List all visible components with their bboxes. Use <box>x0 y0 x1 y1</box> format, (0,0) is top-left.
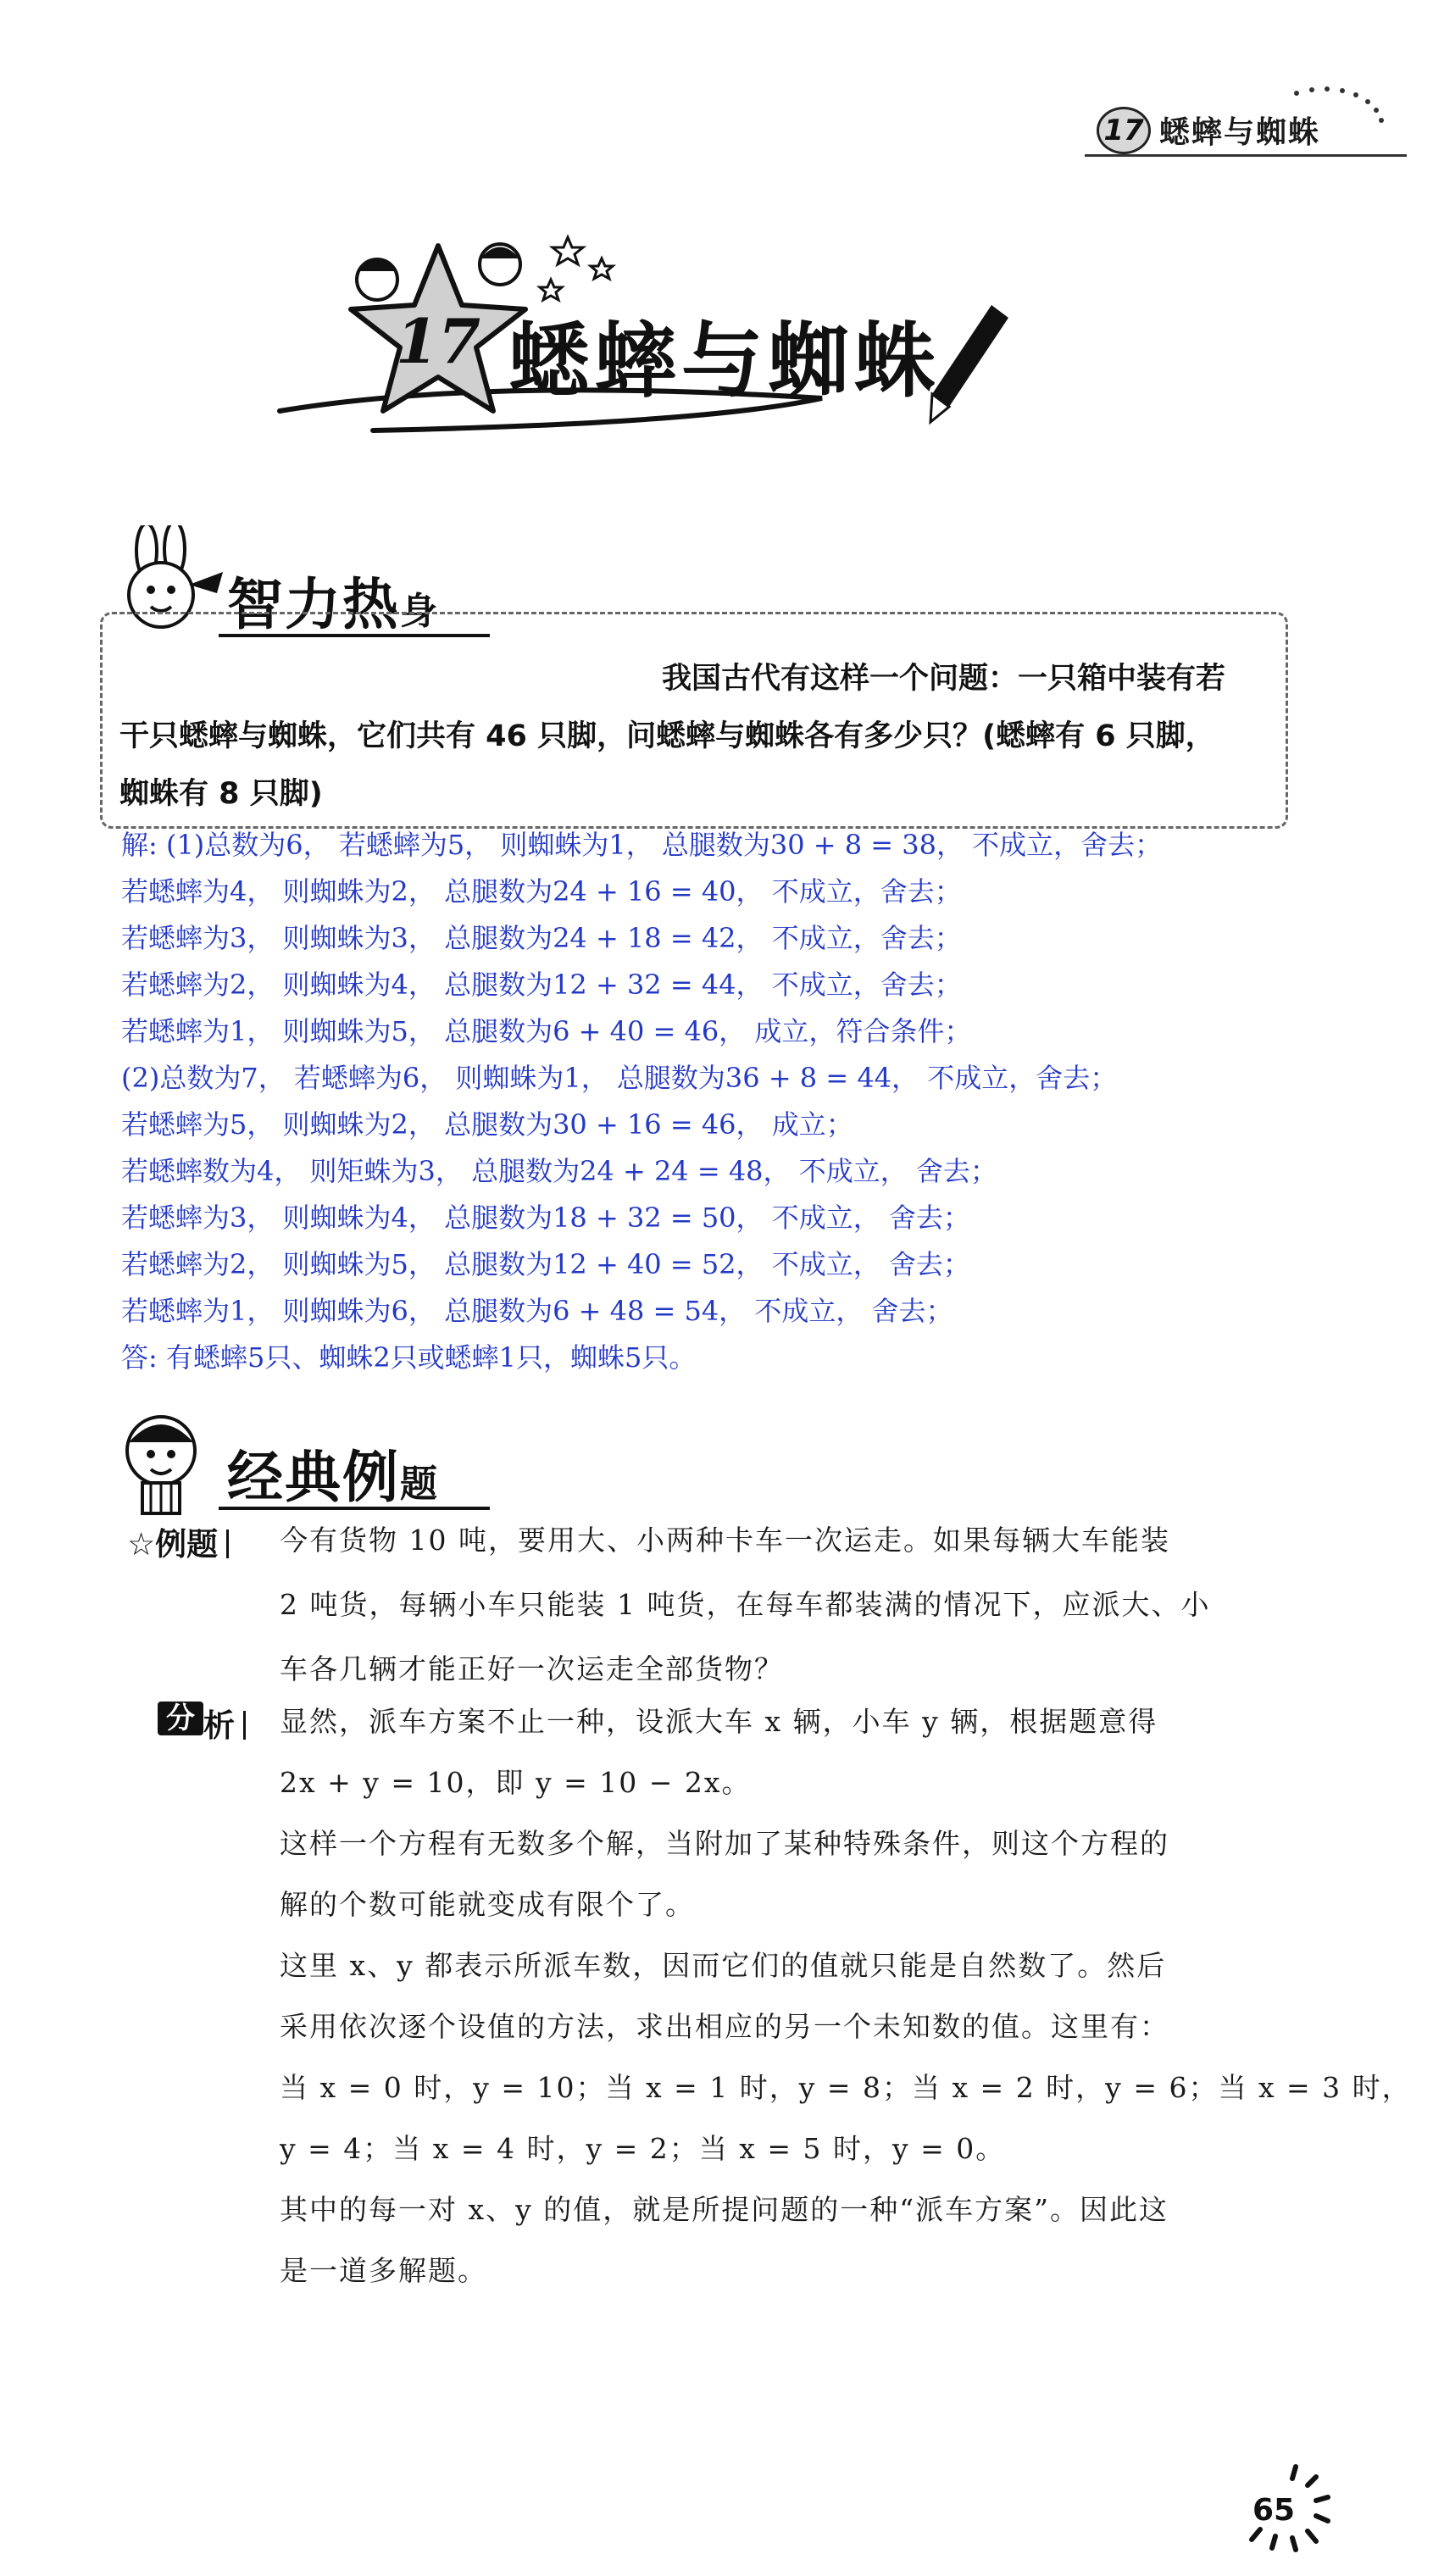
solution-line: 若蟋蟀为3， 则蜘蛛为3， 总腿数为24 + 18 = 42， 不成立，舍去； <box>121 922 962 954</box>
example-label-small: 题 <box>400 1463 439 1506</box>
analysis-tag <box>203 1700 246 1746</box>
running-header <box>1076 95 1407 159</box>
solution-line: 解: (1)总数为6， 若蟋蟀为5， 则蜘蛛为1， 总腿数为30 + 8 = 38， 不成立，舍去； <box>121 829 1163 861</box>
example-section-label <box>227 1432 439 1513</box>
header-rule <box>1085 154 1407 157</box>
chapter-number-badge: 17 <box>1097 107 1151 154</box>
analysis-line: 显然，派车方案不止一种，设派大车 x 辆，小车 y 辆，根据题意得 <box>280 1705 1158 1738</box>
example-label-main: 经典例 <box>227 1445 400 1510</box>
solution-line: 若蟋蟀为1， 则蜘蛛为5， 总腿数为6 + 40 = 46， 成立，符合条件； <box>121 1015 972 1047</box>
analysis-line: 其中的每一对 x、y 的值，就是所提问题的一种“派车方案”。因此这 <box>280 2193 1169 2226</box>
analysis-line: 这样一个方程有无数多个解，当附加了某种特殊条件，则这个方程的 <box>280 1827 1169 1860</box>
analysis-line: 采用依次逐个设值的方法，求出相应的另一个未知数的值。这里有： <box>280 2010 1169 2043</box>
solution-line: (2)总数为7， 若蟋蟀为6， 则蜘蛛为1， 总腿数为36 + 8 = 44， 不成立，舍去； <box>121 1062 1118 1094</box>
tag-divider <box>226 1530 229 1558</box>
kid-mascot-icon <box>108 1398 236 1525</box>
analysis-line: 2x + y = 10，即 y = 10 − 2x。 <box>280 1766 752 1799</box>
analysis-tag-highlight: 分 <box>158 1702 203 1735</box>
chapter-number: 17 <box>395 305 481 377</box>
chapter-title: 蟋蟀与蜘蛛 <box>508 314 941 408</box>
solution-line: 若蟋蟀为1， 则蜘蛛为6， 总腿数为6 + 48 = 54， 不成立， 舍去； <box>121 1295 953 1327</box>
problem-line: 蜘蛛有 8 只脚) <box>119 777 323 811</box>
warmup-label-main: 智力热 <box>227 572 400 637</box>
analysis-line: 是一道多解题。 <box>280 2254 487 2287</box>
pencil-icon <box>930 305 1008 422</box>
example-tag <box>127 1518 229 1564</box>
page-number: 65 <box>1252 2493 1296 2528</box>
problem-line: 我国古代有这样一个问题：一只箱中装有若 <box>662 662 1226 696</box>
analysis-line: 解的个数可能就变成有限个了。 <box>280 1888 695 1921</box>
warmup-problem-box <box>100 612 1288 829</box>
solution-line: 答: 有蟋蟀5只、蜘蛛2只或蟋蟀1只，蜘蛛5只。 <box>121 1341 697 1374</box>
warmup-label-small: 身 <box>400 590 439 633</box>
analysis-line: y = 4；当 x = 4 时，y = 2；当 x = 5 时，y = 0。 <box>280 2132 1006 2165</box>
dotted-arc-decoration <box>1288 78 1407 129</box>
analysis-line: 当 x = 0 时，y = 10；当 x = 1 时，y = 8；当 x = 2 时，y = 6；当 x = 3 时， <box>280 2071 1412 2104</box>
example-tag-label: 例题 <box>155 1526 219 1563</box>
solution-line: 若蟋蟀为2， 则蜘蛛为4， 总腿数为12 + 32 = 44， 不成立，舍去； <box>121 969 962 1001</box>
solution-line: 若蟋蟀为2， 则蜘蛛为5， 总腿数为12 + 40 = 52， 不成立， 舍去； <box>121 1248 970 1280</box>
example-section-header <box>108 1398 549 1525</box>
chapter-banner <box>229 212 1042 441</box>
problem-line: 干只蟋蟀与蜘蛛，它们共有 46 只脚，问蟋蟀与蜘蛛各有多少只？(蟋蟀有 6 只脚， <box>119 719 1215 753</box>
example-line: 车各几辆才能正好一次运走全部货物？ <box>280 1652 784 1685</box>
section-underline <box>219 1507 490 1510</box>
solution-line: 若蟋蟀为5， 则蜘蛛为2， 总腿数为30 + 16 = 46， 成立； <box>121 1108 853 1141</box>
solution-line: 若蟋蟀为3， 则蜘蛛为4， 总腿数为18 + 32 = 50， 不成立， 舍去； <box>121 1202 970 1234</box>
star-bullet-icon: ☆ <box>127 1526 156 1563</box>
solution-line: 若蟋蟀为4， 则蜘蛛为2， 总腿数为24 + 16 = 40， 不成立，舍去； <box>121 875 962 908</box>
example-line: 2 吨货，每辆小车只能装 1 吨货，在每车都装满的情况下，应派大、小 <box>280 1588 1211 1621</box>
example-line: 今有货物 10 吨，要用大、小两种卡车一次运走。如果每辆大车能装 <box>280 1524 1170 1557</box>
tag-divider <box>243 1711 246 1740</box>
running-title: 蟋蟀与蜘蛛 <box>1159 115 1321 150</box>
analysis-tag-label: 析 <box>203 1707 235 1744</box>
analysis-line: 这里 x、y 都表示所派车数，因而它们的值就只能是自然数了。然后 <box>280 1949 1167 1982</box>
solution-line: 若蟋蟀数为4， 则矩蛛为3， 总腿数为24 + 24 = 48， 不成立， 舍去； <box>121 1155 997 1187</box>
